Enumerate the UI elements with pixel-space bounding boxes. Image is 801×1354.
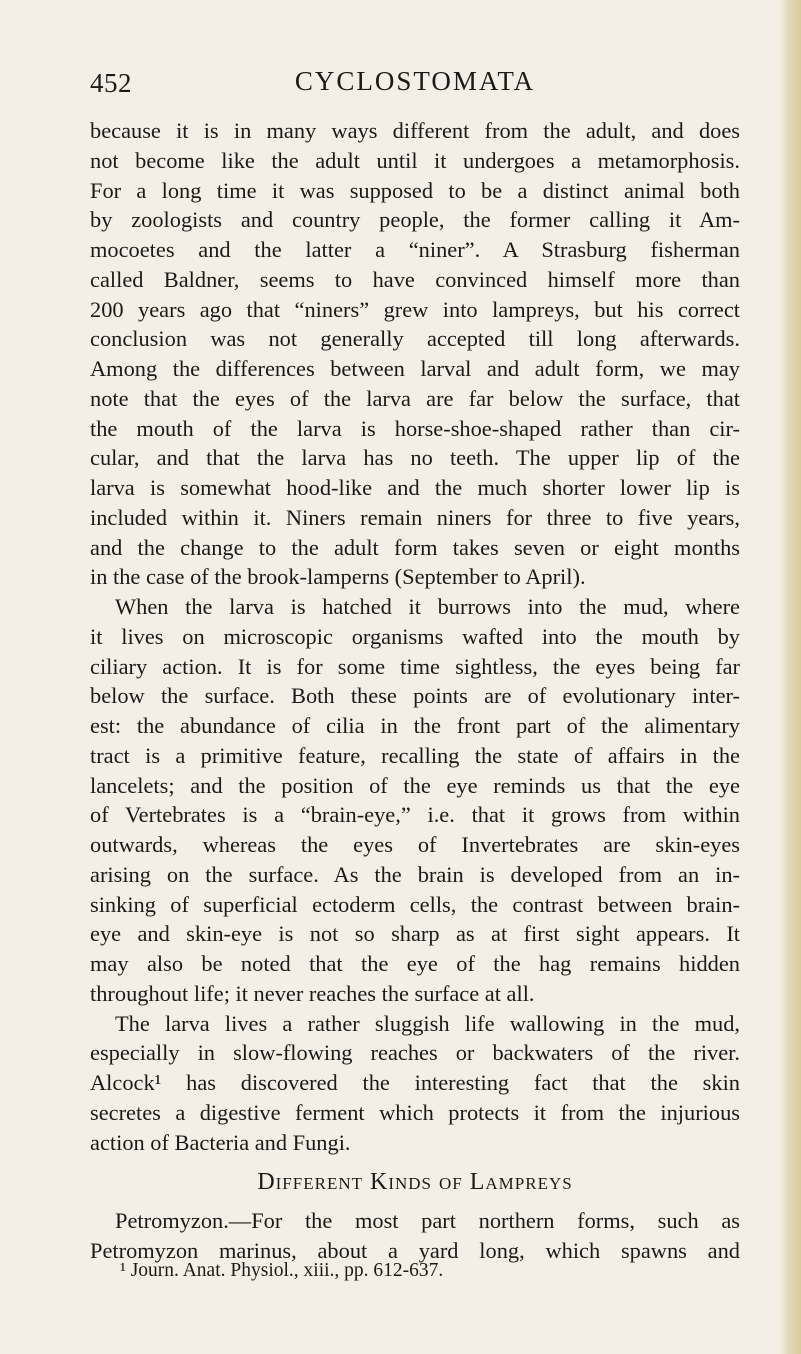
text-line: secretes a digestive ferment which protects it from the injurious [90, 1099, 740, 1125]
text-line: Petromyzon marinus, about a yard long, which spawns and [90, 1237, 740, 1263]
text-line: When the larva is hatched it burrows into the mud, where [115, 594, 740, 619]
text-line: throughout life; it never reaches the surface at all. [90, 980, 535, 1006]
text-line: The larva lives a rather sluggish life wallowing in the mud, [115, 1010, 740, 1036]
text-line: because it is in many ways different from the adult, and does [90, 118, 740, 143]
text-line: larva is somewhat hood-like and the much shorter lower lip is [90, 475, 740, 500]
text-line: sinking of superficial ectoderm cells, the contrast between brain- [90, 891, 740, 917]
text-line: Petromyzon.—For the most part northern forms, such as [115, 1208, 740, 1233]
text-line: lancelets; and the position of the eye reminds us that the eye [90, 772, 740, 798]
page-header [90, 62, 740, 102]
text-line: conclusion was not generally accepted till long afterwards. [90, 326, 740, 352]
text-line: especially in slow-flowing reaches or backwaters of the river. [90, 1040, 740, 1066]
text-line: arising on the surface. As the brain is developed from an in- [90, 861, 740, 887]
text-line: Among the differences between larval and adult form, we may [90, 356, 740, 381]
page-number: 452 [90, 68, 132, 98]
text-line: by zoologists and country people, the former calling it Am- [90, 207, 740, 233]
text-line: eye and skin-eye is not so sharp as at first sight appears. It [90, 921, 740, 947]
text-line: it lives on microscopic organisms wafted into the mouth by [90, 623, 740, 649]
text-line: may also be noted that the eye of the hag remains hidden [90, 951, 740, 976]
section-heading: Different Kinds of Lampreys [257, 1169, 573, 1196]
text-line: Alcock¹ has discovered the interesting fact that the skin [90, 1070, 740, 1095]
running-head: CYCLOSTOMATA [294, 66, 536, 96]
text-line: called Baldner, seems to have convinced himself more than [90, 266, 740, 292]
text-line: in the case of the brook-lamperns (September to April). [90, 564, 586, 590]
text-line: not become like the adult until it undergoes a metamorphosis. [90, 147, 740, 173]
text-line: included within it. Niners remain niners for three to five years, [90, 504, 740, 530]
text-line: outwards, whereas the eyes of Invertebrates are skin-eyes [90, 832, 740, 857]
text-line: and the change to the adult form takes seven or eight months [90, 534, 740, 560]
body-text [90, 116, 740, 1266]
text-line: of Vertebrates is a “brain-eye,” i.e. that it grows from within [90, 802, 740, 828]
page-edge-shadow [779, 0, 801, 1354]
text-line: ciliary action. It is for some time sightless, the eyes being far [90, 653, 740, 679]
text-line: the mouth of the larva is horse-shoe-shaped rather than cir- [90, 415, 740, 441]
footnote: ¹ Journ. Anat. Physiol., xiii., pp. 612-637. [120, 1260, 444, 1281]
text-line: tract is a primitive feature, recalling the state of affairs in the [90, 742, 740, 768]
text-line: For a long time it was supposed to be a distinct animal both [90, 177, 740, 203]
text-line: est: the abundance of cilia in the front part of the alimentary [90, 713, 740, 738]
text-line: cular, and that the larva has no teeth. The upper lip of the [90, 445, 740, 471]
text-line: note that the eyes of the larva are far below the surface, that [90, 385, 740, 411]
text-line: action of Bacteria and Fungi. [90, 1129, 351, 1155]
text-line: below the surface. Both these points are of evolutionary inter- [90, 683, 740, 709]
text-line: 200 years ago that “niners” grew into lampreys, but his correct [90, 296, 740, 322]
text-line: mocoetes and the latter a “niner”. A Strasburg fisherman [90, 237, 740, 262]
